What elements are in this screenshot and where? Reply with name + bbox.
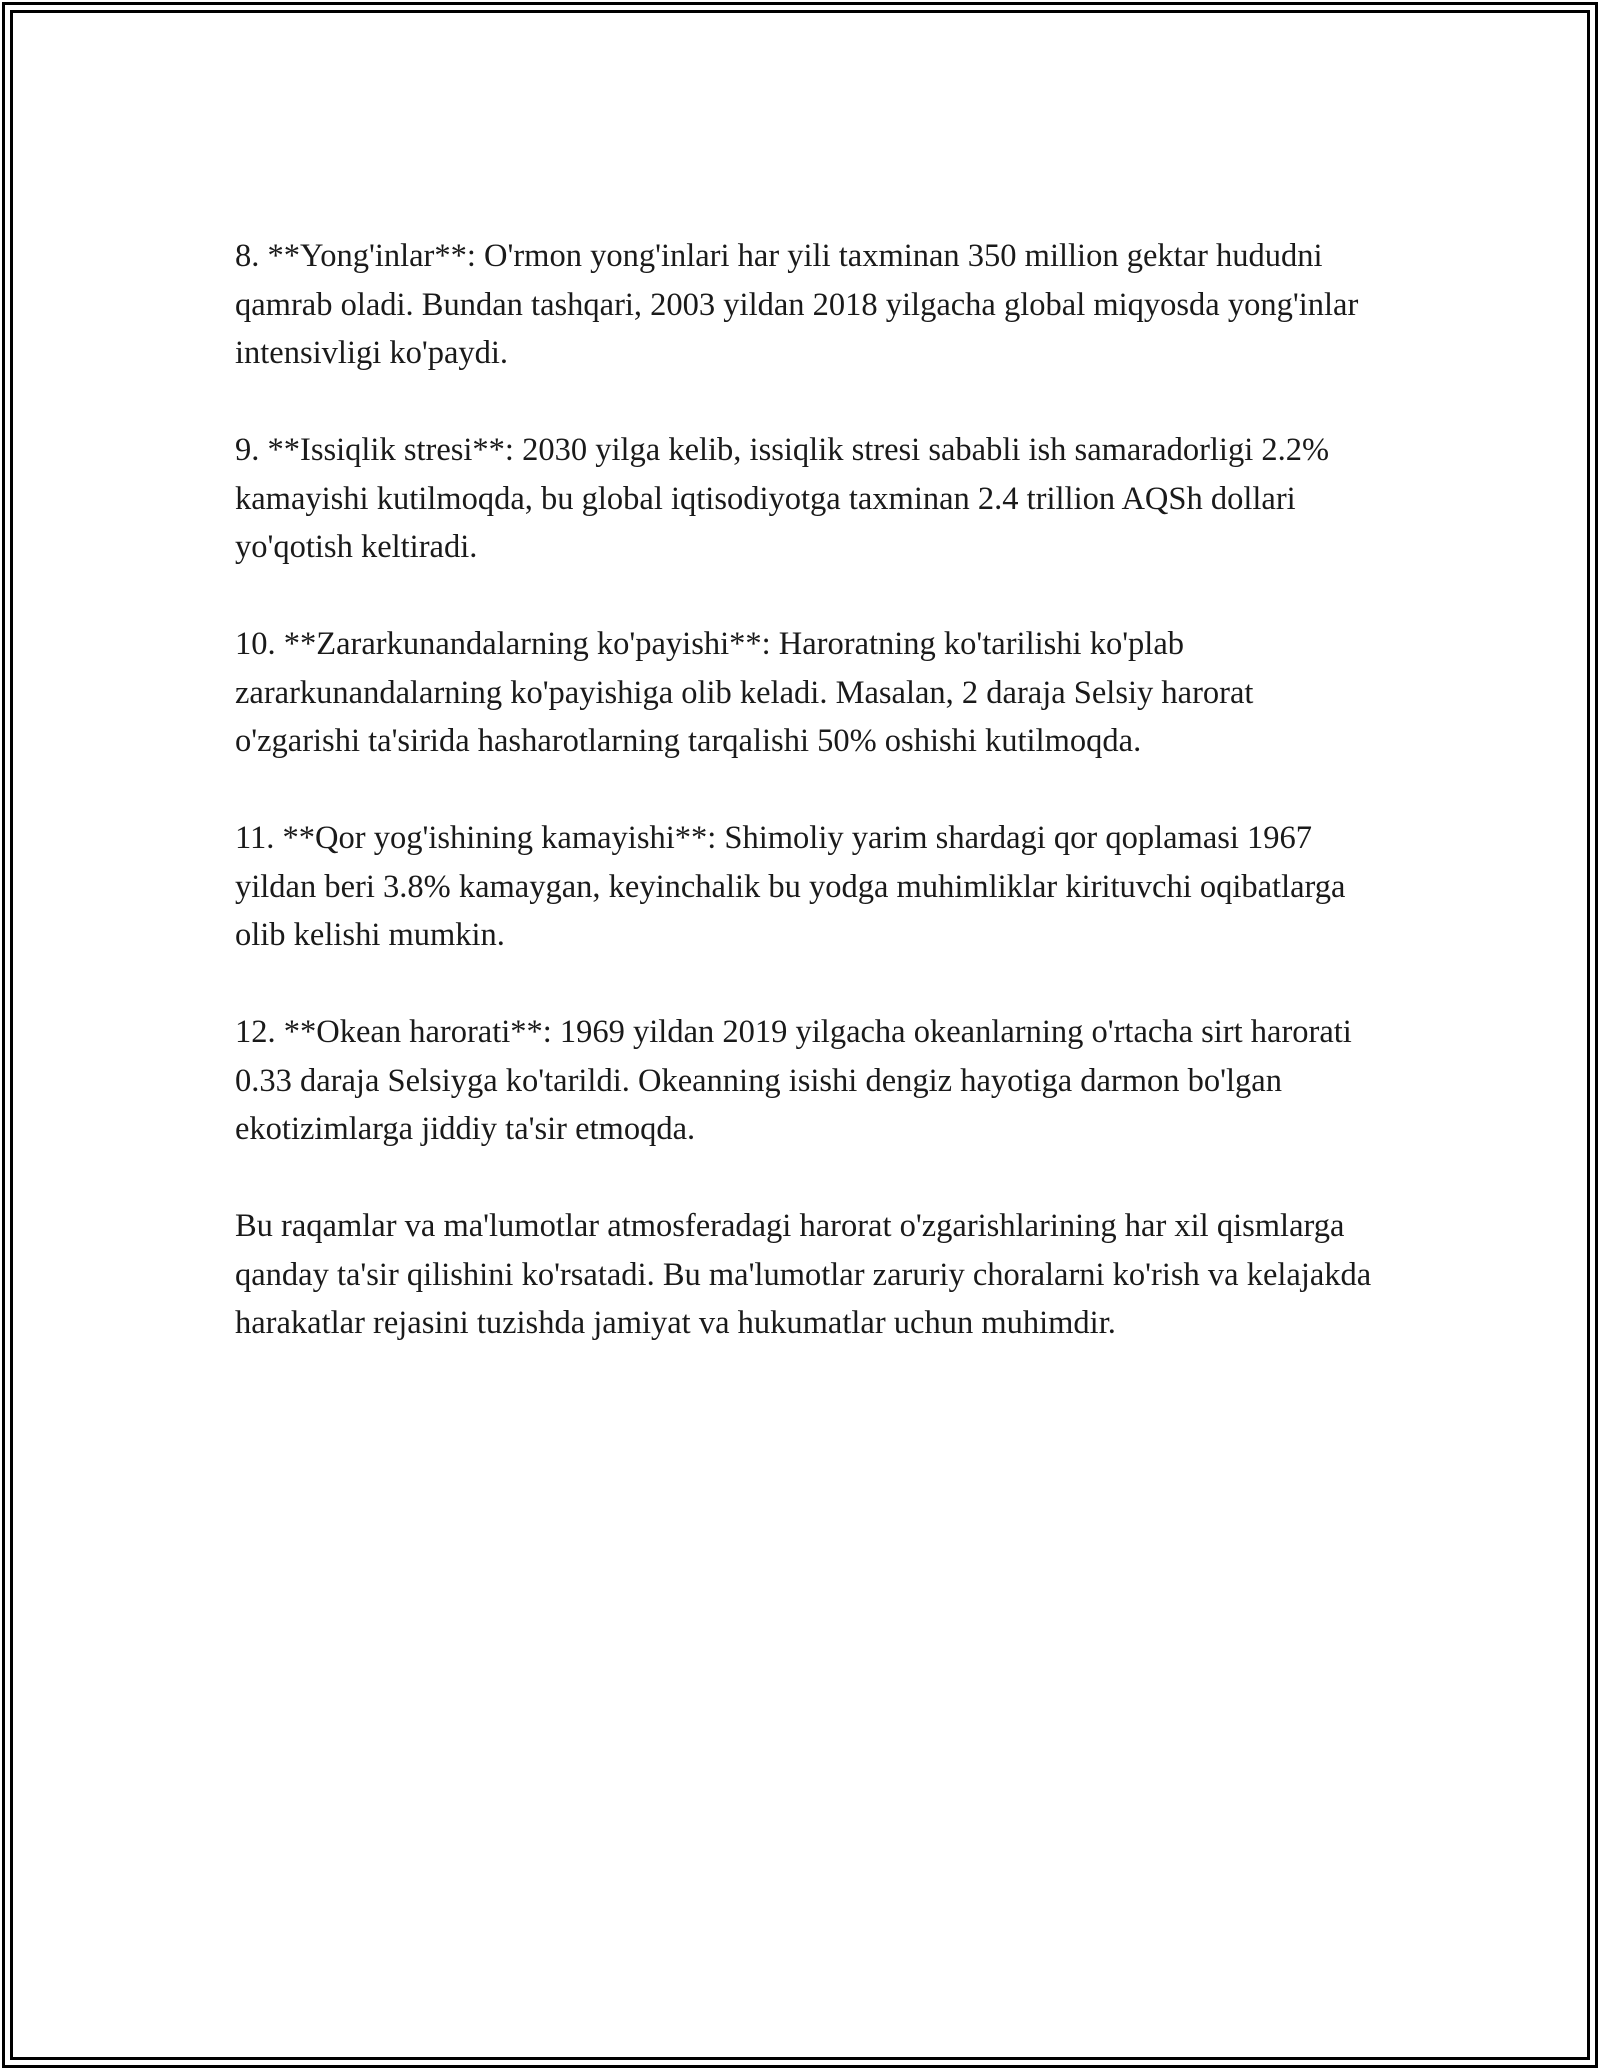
paragraph-heat-stress: 9. **Issiqlik stresi**: 2030 yilga kelib, issiqlik stresi sababli ish samaradorligi 2.2% kamayishi kutilmoqda, bu global iqtisodiyotga taxminan 2.4 trillion AQSh dollari yo'qotish keltiradi.	[235, 432, 1330, 565]
paragraph-ocean-temperature: 12. **Okean harorati**: 1969 yildan 2019 yilgacha okeanlarning o'rtacha sirt harorati 0.33 daraja Selsiyga ko'tarildi. Okeanning isishi dengiz hayotiga darmon bo'lgan ekotizimlarga jiddiy ta'sir etmoqda.	[235, 1014, 1352, 1147]
paragraph-fires: 8. **Yong'inlar**: O'rmon yong'inlari har yili taxminan 350 million gektar hududni qamrab oladi. Bundan tashqari, 2003 yildan 2018 yilgacha global miqyosda yong'inlar intensivligi ko'paydi.	[235, 238, 1359, 371]
document-body	[235, 232, 1385, 1396]
paragraph-snowfall: 11. **Qor yog'ishining kamayishi**: Shimoliy yarim shardagi qor qoplamasi 1967 yildan beri 3.8% kamaygan, keyinchalik bu yodga muhimliklar kirituvchi oqibatlarga olib kelishi mumkin.	[235, 820, 1346, 953]
paragraph-pests: 10. **Zararkunandalarning ko'payishi**: Haroratning ko'tarilishi ko'plab zararkunandalarning ko'payishiga olib keladi. Masalan, 2 daraja Selsiy harorat o'zgarishi ta'sirida hasharotlarning tarqalishi 50% oshishi kutilmoqda.	[235, 626, 1254, 759]
paragraph-conclusion: Bu raqamlar va ma'lumotlar atmosferadagi harorat o'zgarishlarining har xil qismlarga qanday ta'sir qilishini ko'rsatadi. Bu ma'lumotlar zaruriy choralarni ko'rish va kelajakda harakatlar rejasini tuzishda jamiyat va hukumatlar uchun muhimdir.	[235, 1208, 1372, 1341]
